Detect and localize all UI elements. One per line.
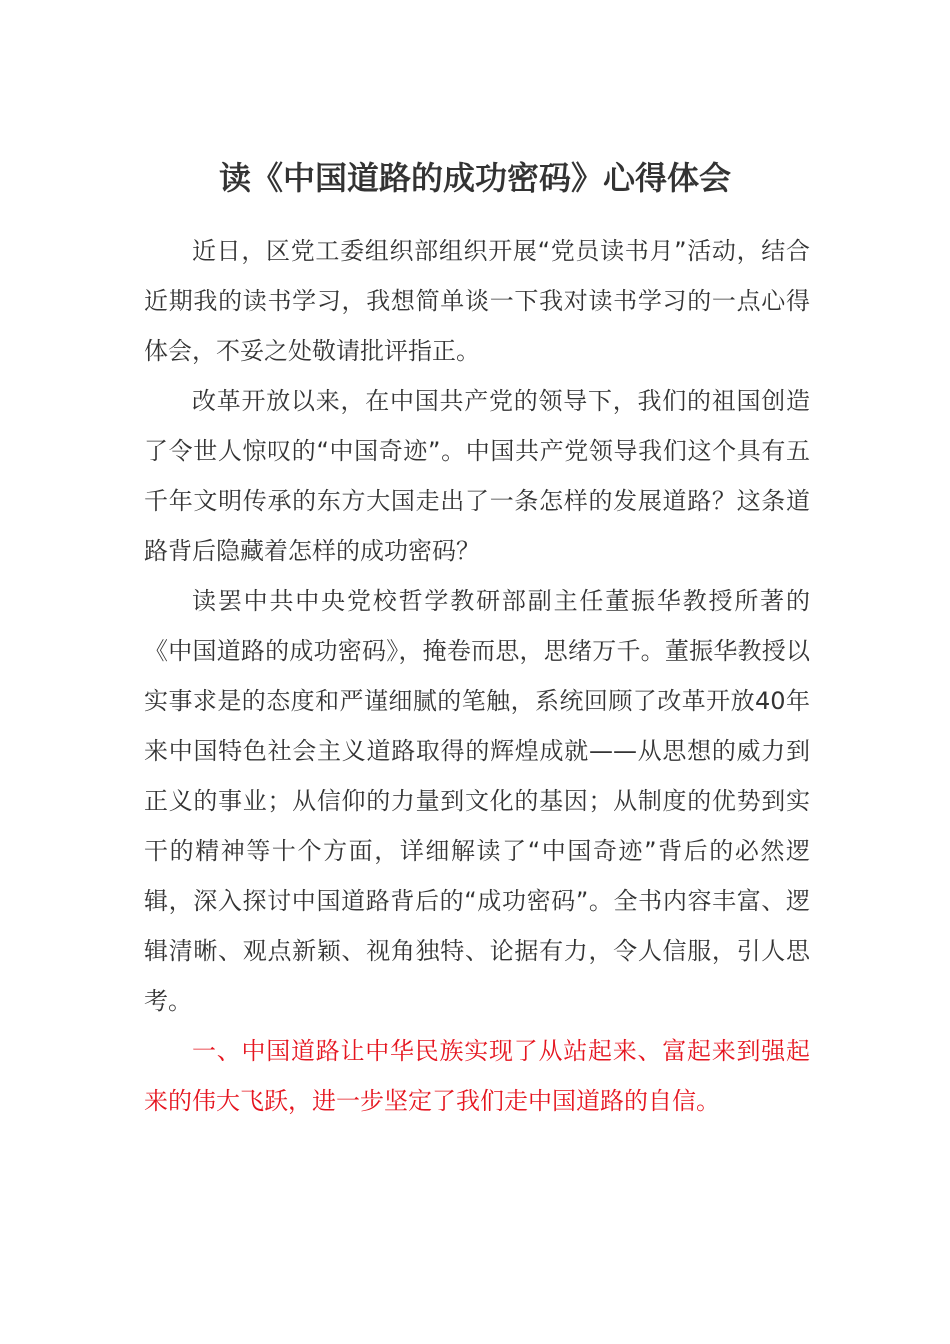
section-heading-1: 一、中国道路让中华民族实现了从站起来、富起来到强起来的伟大飞跃，进一步坚定了我们走中国道路的自信。 [144, 1037, 810, 1115]
paragraph-intro: 近日，区党工委组织部组织开展“党员读书月”活动，结合近期我的读书学习，我想简单谈一下我对读书学习的一点心得体会，不妥之处敬请批评指正。 [144, 237, 810, 365]
paragraph-book-review: 读罢中共中央党校哲学教研部副主任董振华教授所著的《中国道路的成功密码》，掩卷而思，思绪万千。董振华教授以实事求是的态度和严谨细腻的笔触，系统回顾了改革开放40年来中国特色社会主义道路取得的辉煌成就——从思想的威力到正义的事业；从信仰的力量到文化的基因；从制度的优势到实干的精神等十个方面，详细解读了“中国奇迹”背后的必然逻辑，深入探讨中国道路背后的“成功密码”。全书内容丰富、逻辑清晰、观点新颖、视角独特、论据有力，令人信服，引人思考。 [144, 587, 810, 1015]
paragraph-question: 改革开放以来，在中国共产党的领导下，我们的祖国创造了令世人惊叹的“中国奇迹”。中国共产党领导我们这个具有五千年文明传承的东方大国走出了一条怎样的发展道路？这条道路背后隐藏着怎样的成功密码？ [144, 387, 810, 565]
document-title: 读《中国道路的成功密码》心得体会 [218, 159, 731, 197]
document-body [144, 226, 810, 1126]
